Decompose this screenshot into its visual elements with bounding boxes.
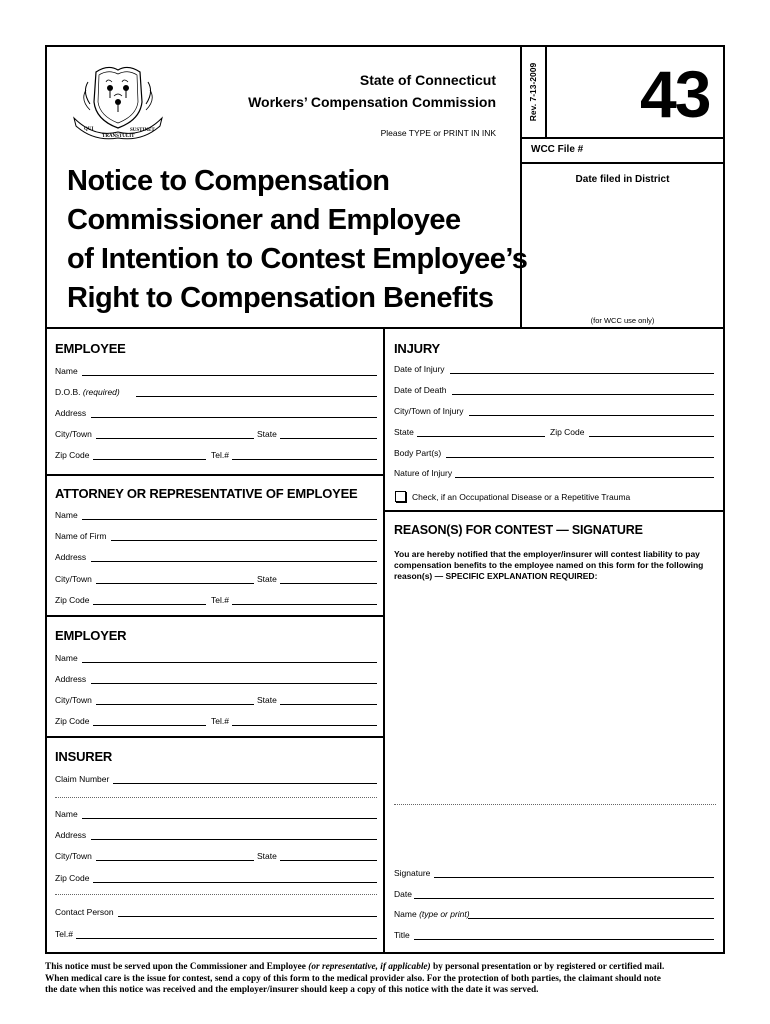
header-divider-2 xyxy=(545,46,547,138)
footer-notice xyxy=(45,962,735,997)
state-name: State of Connecticut xyxy=(359,72,496,88)
injury-state-field[interactable] xyxy=(417,436,545,437)
employer-tel-field[interactable] xyxy=(232,725,377,726)
attorney-city-label: City/Town xyxy=(55,574,92,584)
insurer-zip-field[interactable] xyxy=(93,882,377,883)
insurer-contact-label: Contact Person xyxy=(55,907,114,917)
signature-label: Signature xyxy=(394,868,431,878)
insurer-dotted-separator-2 xyxy=(55,894,377,895)
injury-date-label: Date of Injury xyxy=(394,364,445,374)
insurer-zip-label: Zip Code xyxy=(55,873,90,883)
employer-tel-label: Tel.# xyxy=(211,716,229,726)
attorney-name-field[interactable] xyxy=(82,519,377,520)
notice-line: reason(s) — SPECIFIC EXPLANATION REQUIRED: xyxy=(394,571,598,581)
signer-title-label: Title xyxy=(394,930,410,940)
employee-tel-label: Tel.# xyxy=(211,450,229,460)
footer-line: When medical care is the issue for contest, send a copy of this form to the medical provider also. For the protection of both parties, the claimant should note xyxy=(45,973,661,984)
revision-date: Rev. 7-13-2009 xyxy=(528,62,538,122)
body-parts-label: Body Part(s) xyxy=(394,448,442,458)
header-bottom-rule xyxy=(46,327,724,329)
signer-name-label: Name (type or print) xyxy=(394,909,470,919)
employee-dob-field[interactable] xyxy=(136,396,377,397)
insurer-tel-field[interactable] xyxy=(76,938,377,939)
death-date-field[interactable] xyxy=(452,394,714,395)
insurer-claim-field[interactable] xyxy=(113,783,377,784)
employee-state-field[interactable] xyxy=(280,438,377,439)
insurer-name-field[interactable] xyxy=(82,818,377,819)
employee-heading: EMPLOYEE xyxy=(55,341,126,356)
employee-address-field[interactable] xyxy=(91,417,377,418)
footer-line: This notice must be served upon the Commissioner and Employee (or representative, if applicable) by personal presentation or by registered or certified mail. xyxy=(45,962,665,972)
attorney-address-label: Address xyxy=(55,552,87,562)
employer-city-field[interactable] xyxy=(96,704,254,705)
attorney-bottom-rule xyxy=(46,615,384,617)
seal-motto-mid: TRANSTULIT xyxy=(102,134,135,139)
employer-address-label: Address xyxy=(55,674,87,684)
employer-city-label: City/Town xyxy=(55,695,92,705)
form-number: 43 xyxy=(640,57,710,131)
insurer-dotted-separator xyxy=(55,797,377,798)
body-parts-field[interactable] xyxy=(446,457,714,458)
employee-zip-label: Zip Code xyxy=(55,450,90,460)
title-line: Right to Compensation Benefits xyxy=(67,282,494,314)
signature-field[interactable] xyxy=(434,877,714,878)
date-filed-label: Date filed in District xyxy=(575,174,670,185)
signer-title-field[interactable] xyxy=(414,939,714,940)
attorney-city-field[interactable] xyxy=(96,583,254,584)
attorney-address-field[interactable] xyxy=(91,561,377,562)
nature-label: Nature of Injury xyxy=(394,468,453,478)
employer-state-field[interactable] xyxy=(280,704,377,705)
footer-line: the date when this notice was received and the employer/insurer should keep a copy of this notice with the date it was served. xyxy=(45,985,539,995)
notice-line: You are hereby notified that the employer/insurer will contest liability to pay xyxy=(394,549,700,559)
attorney-zip-field[interactable] xyxy=(93,604,206,605)
employee-state-label: State xyxy=(257,429,277,439)
attorney-firm-label: Name of Firm xyxy=(55,531,107,541)
injury-date-field[interactable] xyxy=(450,373,714,374)
employee-tel-field[interactable] xyxy=(232,459,377,460)
sign-date-field[interactable] xyxy=(414,898,714,899)
attorney-heading: ATTORNEY OR REPRESENTATIVE OF EMPLOYEE xyxy=(55,486,358,501)
employer-bottom-rule xyxy=(46,736,384,738)
employee-name-field[interactable] xyxy=(82,375,377,376)
employer-address-field[interactable] xyxy=(91,683,377,684)
employee-dob-label: D.O.B. (required) xyxy=(55,387,120,397)
employer-name-label: Name xyxy=(55,653,78,663)
injury-city-label: City/Town of Injury xyxy=(394,406,464,416)
title-line: Notice to Compensation xyxy=(67,165,390,197)
connecticut-seal xyxy=(68,62,168,142)
reasons-heading: REASON(S) FOR CONTEST — SIGNATURE xyxy=(394,523,643,537)
injury-city-field[interactable] xyxy=(469,415,714,416)
column-divider xyxy=(383,328,385,952)
sign-date-label: Date xyxy=(394,889,412,899)
header-hline xyxy=(521,137,724,139)
reasons-explanation-area[interactable] xyxy=(394,590,714,800)
employer-zip-field[interactable] xyxy=(93,725,206,726)
insurer-claim-label: Claim Number xyxy=(55,774,110,784)
wcc-use-only-note: (for WCC use only) xyxy=(590,316,655,325)
insurer-city-field[interactable] xyxy=(96,860,254,861)
injury-zip-label: Zip Code xyxy=(550,427,585,437)
attorney-firm-field[interactable] xyxy=(111,540,377,541)
occupational-disease-label: Check, if an Occupational Disease or a Repetitive Trauma xyxy=(412,492,631,502)
injury-state-label: State xyxy=(394,427,414,437)
insurer-tel-label: Tel.# xyxy=(55,929,73,939)
signer-name-field[interactable] xyxy=(468,918,714,919)
employee-city-label: City/Town xyxy=(55,429,92,439)
employer-name-field[interactable] xyxy=(82,662,377,663)
insurer-address-label: Address xyxy=(55,830,87,840)
attorney-tel-label: Tel.# xyxy=(211,595,229,605)
title-line: of Intention to Contest Employee’s xyxy=(67,243,528,275)
seal-motto-right: SUSTINET xyxy=(130,128,155,133)
form-title xyxy=(67,162,527,318)
employee-name-label: Name xyxy=(55,366,78,376)
insurer-address-field[interactable] xyxy=(91,839,377,840)
occupational-disease-checkbox[interactable] xyxy=(395,491,406,502)
wcc-file-label: WCC File # xyxy=(531,144,584,155)
employer-zip-label: Zip Code xyxy=(55,716,90,726)
notice-line: compensation benefits to the employee named on this form for the following xyxy=(394,560,704,570)
attorney-name-label: Name xyxy=(55,510,78,520)
employee-bottom-rule xyxy=(46,474,384,476)
attorney-zip-label: Zip Code xyxy=(55,595,90,605)
employee-zip-field[interactable] xyxy=(93,459,206,460)
attorney-state-field[interactable] xyxy=(280,583,377,584)
reasons-dotted-separator xyxy=(394,804,716,805)
death-date-label: Date of Death xyxy=(394,385,447,395)
attorney-tel-field[interactable] xyxy=(232,604,377,605)
insurer-contact-field[interactable] xyxy=(118,916,377,917)
injury-zip-field[interactable] xyxy=(589,436,714,437)
insurer-city-label: City/Town xyxy=(55,851,92,861)
print-instruction: Please TYPE or PRINT IN INK xyxy=(380,128,496,138)
employer-state-label: State xyxy=(257,695,277,705)
employee-address-label: Address xyxy=(55,408,87,418)
header-hline-2 xyxy=(521,162,724,164)
injury-heading: INJURY xyxy=(394,341,440,356)
insurer-name-label: Name xyxy=(55,809,78,819)
reasons-notice xyxy=(394,549,703,582)
commission-name: Workers’ Compensation Commission xyxy=(248,94,496,110)
nature-field[interactable] xyxy=(455,477,714,478)
seal-motto-left: QUI xyxy=(84,127,94,132)
insurer-state-label: State xyxy=(257,851,277,861)
insurer-heading: INSURER xyxy=(55,749,113,764)
employee-city-field[interactable] xyxy=(96,438,254,439)
insurer-state-field[interactable] xyxy=(280,860,377,861)
attorney-state-label: State xyxy=(257,574,277,584)
employer-heading: EMPLOYER xyxy=(55,628,127,643)
injury-bottom-rule xyxy=(384,510,724,512)
title-line: Commissioner and Employee xyxy=(67,204,461,236)
